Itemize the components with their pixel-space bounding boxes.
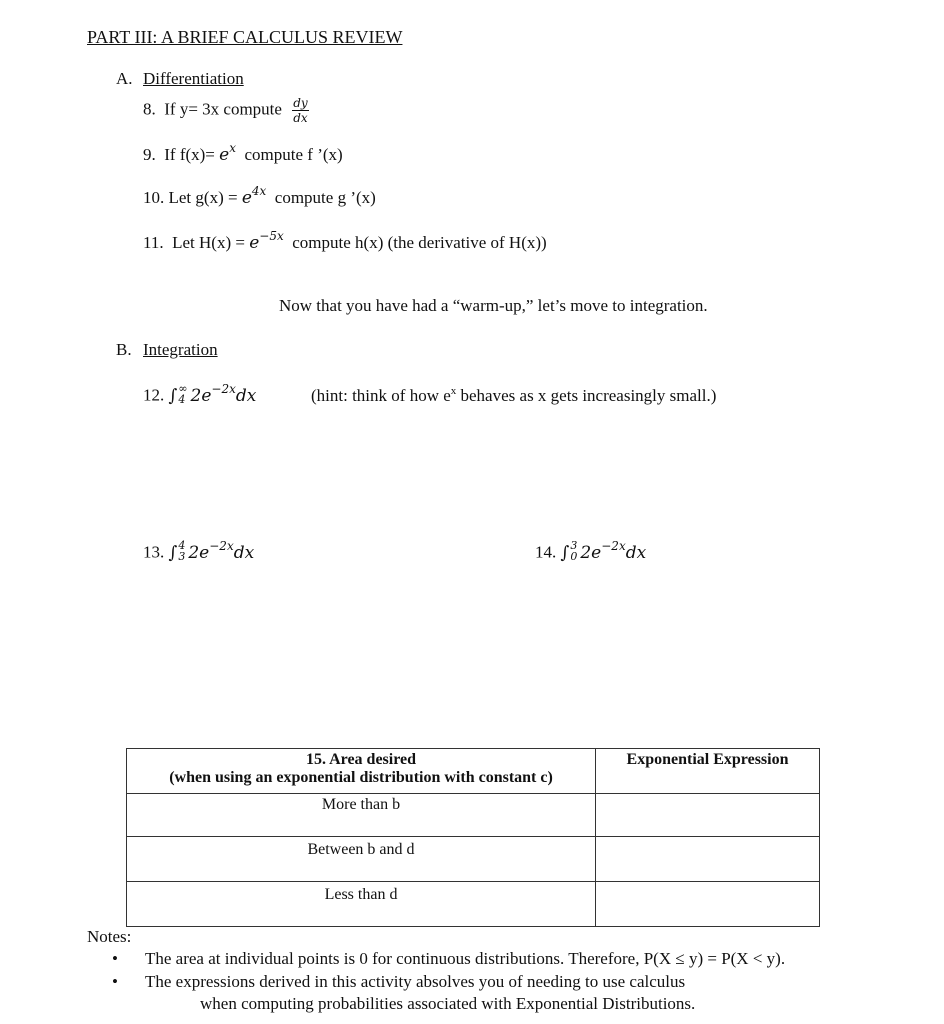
q9-base: e — [219, 145, 230, 165]
question-13 — [143, 538, 255, 564]
page-title: PART III: A BRIEF CALCULUS REVIEW — [87, 27, 403, 47]
question-11 — [143, 229, 547, 253]
q12-limits — [178, 383, 187, 405]
q13-integrand: 2e — [188, 542, 210, 563]
q9-pre: If f(x)= — [164, 145, 215, 164]
q13-number: 13. — [143, 542, 165, 562]
q13-limits — [178, 540, 185, 562]
q12-integral — [168, 381, 257, 406]
q11-pre: Let H(x) = — [172, 233, 245, 252]
table-row — [127, 837, 820, 882]
q13-upper-limit: 4 — [178, 539, 186, 552]
answer-cell[interactable] — [596, 882, 820, 927]
q13-dx: dx — [233, 542, 255, 563]
section-b-heading: Integration — [143, 340, 218, 359]
q11-base: e — [249, 233, 260, 253]
row-label-between-b-and-d: Between b and d — [127, 837, 596, 882]
q10-number: 10. — [143, 188, 165, 207]
bullet-icon: • — [112, 972, 118, 991]
q11-post: compute h(x) (the derivative of H(x)) — [292, 233, 547, 252]
section-a-label: A. — [116, 69, 133, 88]
q14-lower-limit: 0 — [570, 550, 578, 563]
q8-text: If y= 3x compute — [164, 99, 282, 119]
q12-dx: dx — [235, 385, 257, 406]
q9-post: compute f ’(x) — [244, 145, 343, 164]
q10-pre: Let g(x) = — [168, 188, 238, 207]
q9-number: 9. — [143, 145, 156, 164]
table-header-row — [127, 749, 820, 794]
integral-sign-icon: ∫ — [168, 385, 178, 406]
header-left-line2: (when using an exponential distribution with constant c) — [169, 769, 553, 786]
q14-integrand: 2e — [580, 542, 602, 563]
question-8 — [143, 96, 309, 125]
answer-cell[interactable] — [596, 837, 820, 882]
q8-number: 8. — [143, 99, 156, 119]
q12-upper-limit: ∞ — [178, 382, 188, 395]
q14-dx: dx — [625, 542, 647, 563]
q13-integral — [168, 538, 255, 563]
q13-exponent: −2x — [209, 538, 234, 553]
q8-derivative-fraction — [292, 96, 308, 125]
q12-hint — [311, 386, 716, 406]
header-left-line1: 15. Area desired — [305, 751, 417, 768]
question-9 — [143, 141, 343, 165]
table-row — [127, 794, 820, 837]
transition-text: Now that you have had a “warm-up,” let’s move to integration. — [279, 296, 708, 315]
q12-hint-exp: x — [450, 385, 457, 397]
q10-post: compute g ’(x) — [274, 188, 376, 207]
q8-frac-numerator: dy — [293, 96, 308, 110]
notes-label: Notes: — [87, 927, 132, 946]
q10-exponent: 4x — [251, 184, 267, 198]
q14-upper-limit: 3 — [570, 539, 578, 552]
q14-integral — [560, 538, 647, 563]
q12-integrand: 2e — [190, 385, 212, 406]
note-item-1: The area at individual points is 0 for continuous distributions. Therefore, P(X ≤ y) = P(X < y). — [145, 949, 786, 968]
q12-lower-limit: 4 — [178, 393, 186, 406]
note-item-2: The expressions derived in this activity absolves you of needing to use calculus — [145, 972, 686, 991]
integral-sign-icon: ∫ — [560, 542, 570, 563]
note-item-2-continued: when computing probabilities associated with Exponential Distributions. — [200, 994, 696, 1013]
section-b-label: B. — [116, 340, 132, 359]
q12-number: 12. — [143, 385, 165, 405]
row-label-more-than-b: More than b — [127, 794, 596, 837]
header-exponential-expression: Exponential Expression — [596, 749, 820, 794]
q10-base: e — [241, 188, 252, 208]
q11-number: 11. — [143, 233, 164, 252]
q13-lower-limit: 3 — [178, 550, 186, 563]
header-area-desired — [127, 749, 596, 794]
row-label-less-than-d: Less than d — [127, 882, 596, 927]
question-12 — [143, 381, 257, 407]
section-a-heading: Differentiation — [143, 69, 244, 88]
answer-cell[interactable] — [596, 794, 820, 837]
bullet-icon: • — [112, 949, 118, 968]
area-expression-table — [126, 748, 820, 927]
q14-limits — [570, 540, 577, 562]
table-row — [127, 882, 820, 927]
q11-exponent: −5x — [259, 229, 284, 243]
integral-sign-icon: ∫ — [168, 542, 178, 563]
q12-exponent: −2x — [211, 381, 236, 396]
q14-exponent: −2x — [601, 538, 626, 553]
q9-exponent: x — [229, 141, 236, 155]
q14-number: 14. — [535, 542, 557, 562]
question-14 — [535, 538, 647, 564]
question-10 — [143, 184, 376, 208]
q12-hint-post: behaves as x gets increasingly small.) — [456, 386, 717, 405]
q12-hint-pre: (hint: think of how e — [311, 386, 451, 405]
q8-frac-denominator: dx — [293, 111, 308, 125]
